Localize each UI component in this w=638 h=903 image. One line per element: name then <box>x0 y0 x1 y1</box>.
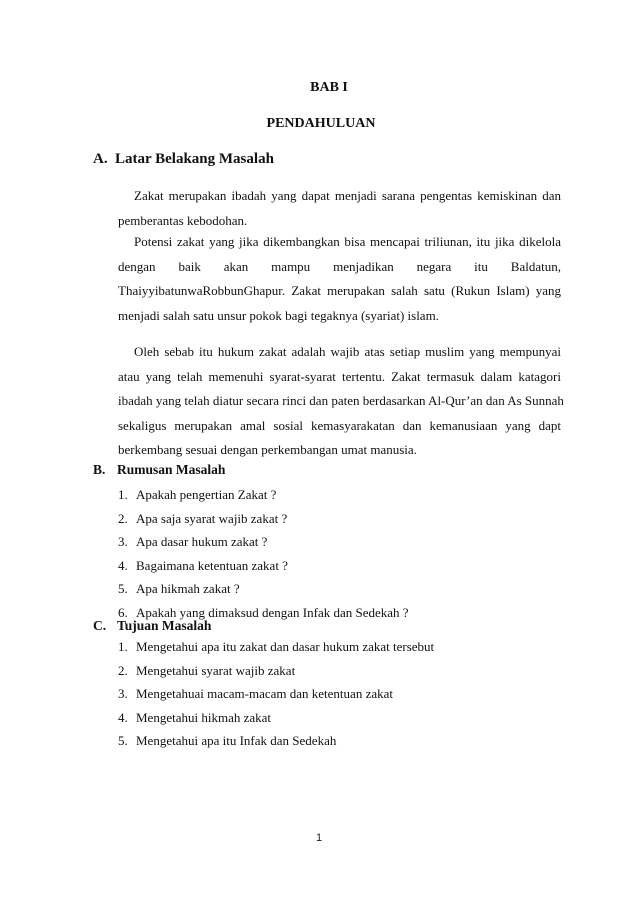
list-number: 1. <box>118 487 128 502</box>
paragraph <box>118 184 561 233</box>
paragraph-line: pemberantas kebodohan. <box>118 212 248 228</box>
paragraph-line: dengan baik akan mampu menjadikan negara itu Baldatun, <box>118 258 561 274</box>
list-text: Apa saja syarat wajib zakat ? <box>136 510 288 526</box>
paragraph-line: menjadi salah satu unsur pokok bagi tegaknya (syariat) islam. <box>118 307 439 323</box>
list-text: Apa hikmah zakat ? <box>136 581 240 596</box>
list-item <box>118 577 409 601</box>
list-number: 6. <box>118 604 128 620</box>
list-item <box>118 483 409 507</box>
paragraph-line: ThaiyyibatunwaRobbunGhapur. Zakat merupakan salah satu (Rukun Islam) yang <box>118 283 561 298</box>
list-text: Mengetahui hikmah zakat <box>136 709 272 725</box>
section-letter: C. <box>93 618 107 633</box>
list-number: 1. <box>118 639 128 654</box>
section-letter: B. <box>93 462 106 477</box>
list-text: Mengetahui apa itu Infak dan Sedekah <box>136 733 337 748</box>
list-number: 4. <box>118 709 128 725</box>
paragraph-line: atau yang telah memenuhi syarat-syarat tertentu. Zakat termasuk dalam katagori <box>118 368 561 384</box>
list-item <box>118 729 434 753</box>
list-item <box>118 530 409 554</box>
list-number: 3. <box>118 686 128 701</box>
chapter-title: PENDAHULUAN <box>266 116 376 131</box>
list-text: Mengetahui apa itu zakat dan dasar hukum zakat tersebut <box>136 639 435 654</box>
paragraph-line: sekaligus merupakan amal sosial kemasyarakatan dan kemanusiaan yang dapt <box>118 417 561 433</box>
section-title: Tujuan Masalah <box>117 618 212 633</box>
chapter-number: BAB I <box>310 80 348 95</box>
list-number: 5. <box>118 733 128 748</box>
list-text: Apakah yang dimaksud dengan Infak dan Sedekah ? <box>136 604 409 620</box>
section-title: Rumusan Masalah <box>117 462 226 477</box>
paragraph-line: Potensi zakat yang jika dikembangkan bisa mencapai triliunan, itu jika dikelola <box>134 234 561 249</box>
section-heading-a <box>93 151 274 168</box>
list-number: 5. <box>118 581 128 596</box>
list-text: Bagaimana ketentuan zakat ? <box>136 557 288 573</box>
problem-list <box>118 483 409 624</box>
list-number: 3. <box>118 534 128 549</box>
paragraph <box>118 230 561 328</box>
paragraph <box>118 340 564 463</box>
list-item <box>118 682 434 706</box>
list-item <box>118 706 434 730</box>
list-number: 4. <box>118 557 128 573</box>
paragraph-line: berkembang sesuai dengan perkembangan umat manusia. <box>118 442 417 457</box>
list-text: Mengetahui syarat wajib zakat <box>136 662 296 678</box>
section-letter: A. <box>93 151 108 167</box>
section-heading-b <box>93 462 225 478</box>
page-number: 1 <box>315 832 323 844</box>
objective-list <box>118 635 434 753</box>
paragraph-line: Zakat merupakan ibadah yang dapat menjadi sarana pengentas kemiskinan dan <box>134 188 561 203</box>
list-item <box>118 659 434 683</box>
section-heading-c <box>93 618 211 634</box>
list-text: Mengetahuai macam-macam dan ketentuan zakat <box>136 686 393 701</box>
paragraph-line: Oleh sebab itu hukum zakat adalah wajib atas setiap muslim yang mempunyai <box>134 344 561 359</box>
list-item <box>118 554 409 578</box>
section-title: Latar Belakang Masalah <box>115 151 274 167</box>
paragraph-line: ibadah yang telah diatur secara rinci dan paten berdasarkan Al-Qur’an dan As Sunnah <box>118 393 564 408</box>
list-item <box>118 507 409 531</box>
list-text: Apakah pengertian Zakat ? <box>136 487 277 502</box>
list-text: Apa dasar hukum zakat ? <box>136 534 268 549</box>
list-number: 2. <box>118 662 128 678</box>
list-number: 2. <box>118 510 128 526</box>
list-item <box>118 635 434 659</box>
